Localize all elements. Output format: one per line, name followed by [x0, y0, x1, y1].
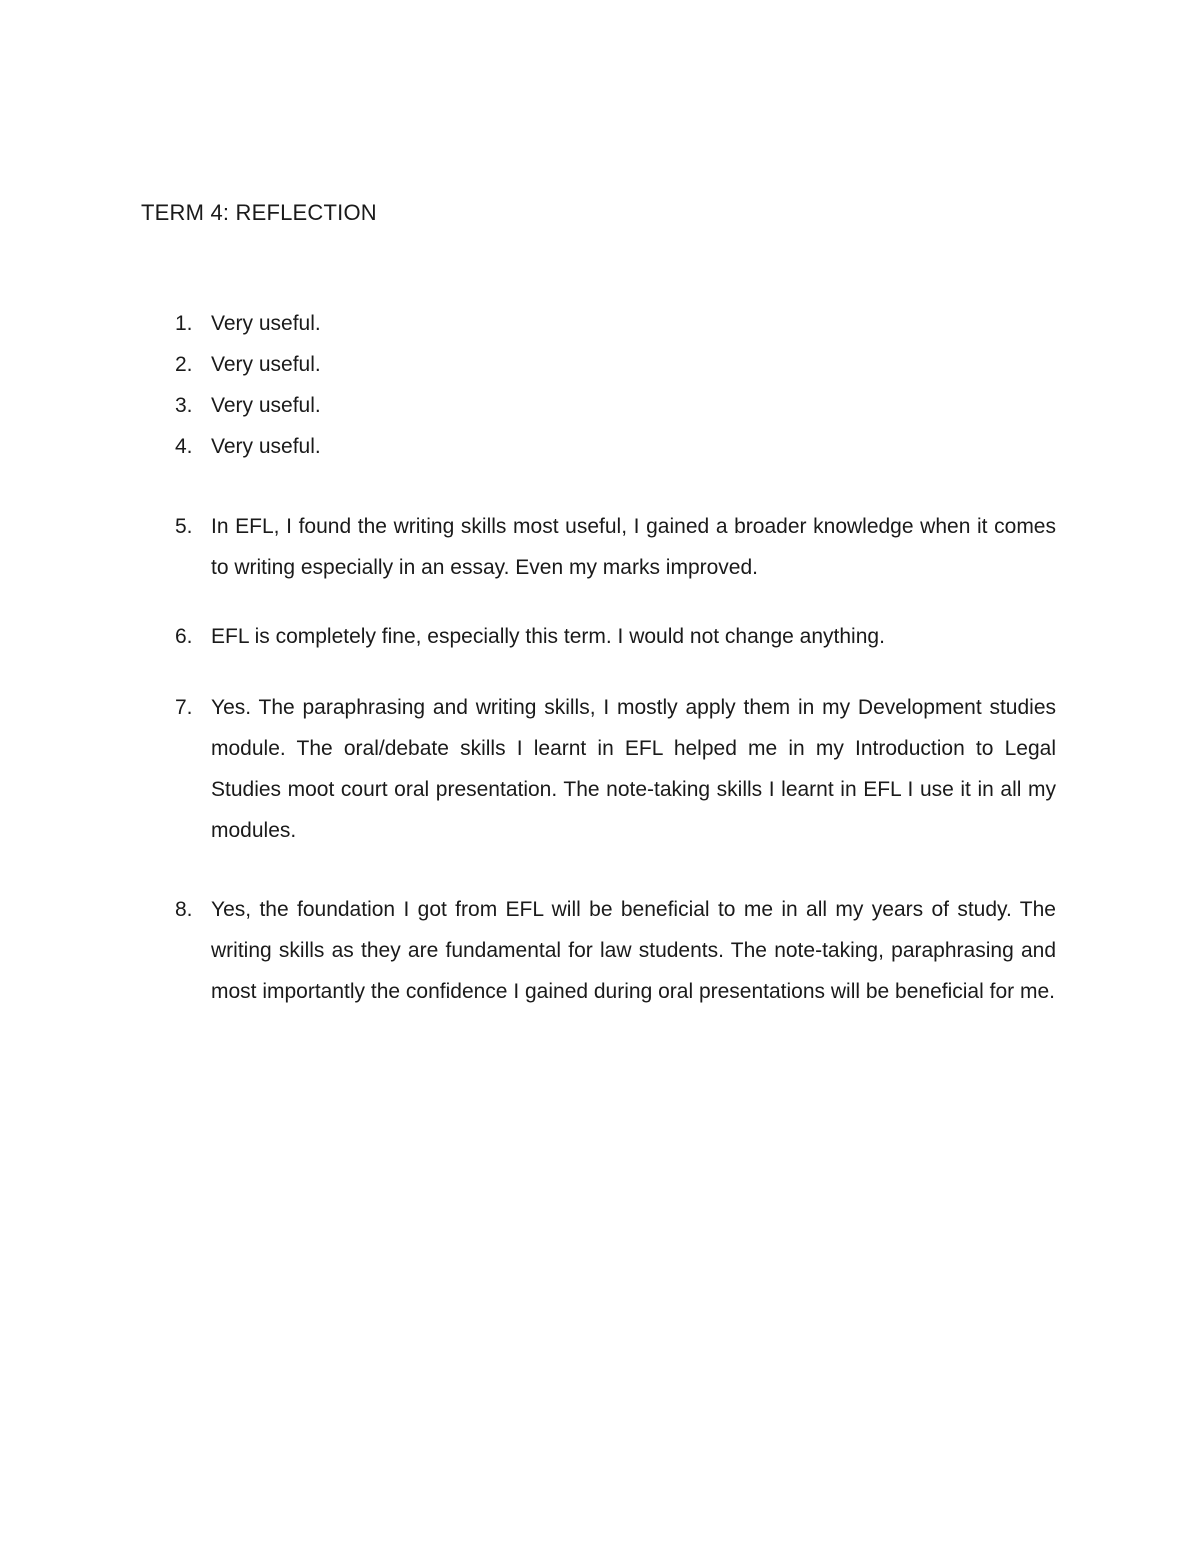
list-text: Very useful.	[211, 353, 321, 376]
list-number: 8.	[175, 898, 193, 921]
list-text: EFL is completely fine, especially this term. I would not change anything.	[211, 625, 885, 648]
list-item-7	[141, 687, 1056, 851]
list-item-2	[141, 344, 1056, 385]
list-text: Yes. The paraphrasing and writing skills, I mostly apply them in my Development studies module. The oral/debate skills I learnt in EFL helped me in my Introduction to Legal Studies moot court oral presentation. The note-taking skills I learnt in EFL I use it in all my modules.	[211, 696, 1056, 842]
document-title: TERM 4: REFLECTION	[141, 200, 377, 225]
list-number: 6.	[175, 625, 193, 648]
list-number: 5.	[175, 515, 193, 538]
list-number: 3.	[175, 394, 193, 417]
list-item-4	[141, 426, 1056, 467]
list-number: 2.	[175, 353, 193, 376]
list-text: Very useful.	[211, 394, 321, 417]
list-item-1	[141, 303, 1056, 344]
list-number: 7.	[175, 696, 193, 719]
list-text: Yes, the foundation I got from EFL will be beneficial to me in all my years of study. The writing skills as they are fundamental for law students. The note-taking, paraphrasing and most importantly the confidence I gained during oral presentations will be beneficial for me.	[211, 898, 1056, 1003]
list-item-3	[141, 385, 1056, 426]
list-item-6	[141, 616, 1056, 657]
list-text: Very useful.	[211, 312, 321, 335]
list-item-5	[141, 506, 1056, 588]
list-number: 4.	[175, 435, 193, 458]
list-text: In EFL, I found the writing skills most useful, I gained a broader knowledge when it comes to writing especially in an essay. Even my marks improved.	[211, 515, 1056, 579]
list-text: Very useful.	[211, 435, 321, 458]
list-number: 1.	[175, 312, 193, 335]
list-item-8	[141, 889, 1056, 1012]
